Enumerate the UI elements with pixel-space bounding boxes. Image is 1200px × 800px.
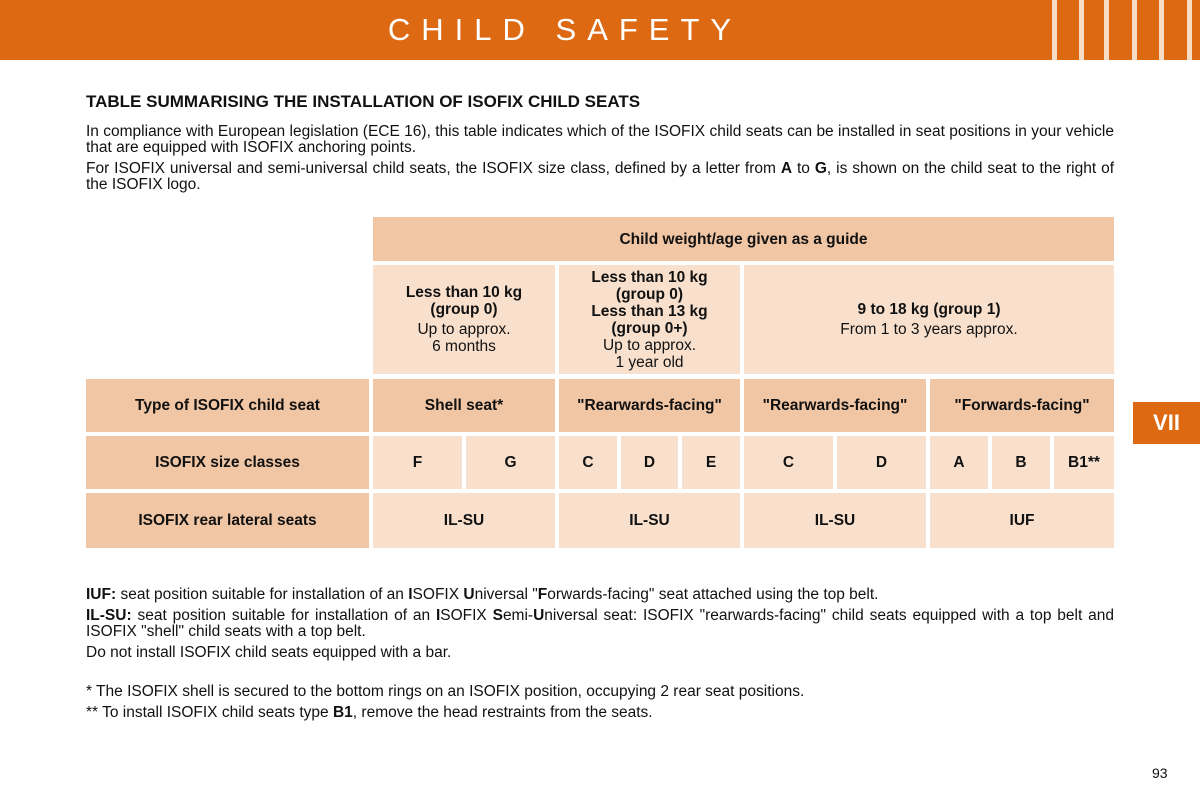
guide-header-cell: Child weight/age given as a guide [373, 217, 1114, 261]
footnote-1: * The ISOFIX shell is secured to the bottom rings on an ISOFIX position, occupying 2 rear seat positions. [86, 683, 805, 700]
group-cell-1: Less than 10 kg (group 0) Less than 13 kg (group 0+) Up to approx. 1 year old [559, 265, 740, 374]
size-cell: D [837, 436, 926, 489]
size-cell: B1** [1054, 436, 1114, 489]
size-cell: G [466, 436, 555, 489]
section-heading: TABLE SUMMARISING THE INSTALLATION OF ISOFIX CHILD SEATS [86, 92, 641, 111]
size-cell: A [930, 436, 988, 489]
note-ilsu: IL-SU: seat position suitable for installation of an ISOFIX Semi-Universal seat: ISOFIX "rearwards-facing" child seats equipped with a top belt and ISOFIX "shell" child seats with a top belt. [86, 607, 1114, 640]
page-number: 93 [1152, 765, 1168, 781]
lateral-cell: IUF [930, 493, 1114, 548]
type-cell: "Rearwards-facing" [559, 379, 740, 432]
page-header [0, 0, 1200, 60]
lateral-cell: IL-SU [373, 493, 555, 548]
chapter-tab: VII [1133, 402, 1200, 444]
row-label-lateral: ISOFIX rear lateral seats [86, 493, 369, 548]
row-label-size: ISOFIX size classes [86, 436, 369, 489]
size-cell: F [373, 436, 462, 489]
note-no-bar: Do not install ISOFIX child seats equipped with a bar. [86, 644, 452, 661]
footnote-2: ** To install ISOFIX child seats type B1, remove the head restraints from the seats. [86, 704, 653, 721]
type-cell: "Forwards-facing" [930, 379, 1114, 432]
lateral-cell: IL-SU [744, 493, 926, 548]
size-cell: C [559, 436, 617, 489]
intro-paragraph-1: In compliance with European legislation (ECE 16), this table indicates which of the ISOFIX child seats can be installed in seat positions in your vehicle that are equipped with ISOFIX anchoring points. [86, 123, 1114, 156]
size-cell: B [992, 436, 1050, 489]
size-cell: D [621, 436, 678, 489]
size-cell: E [682, 436, 740, 489]
chapter-title: CHILD SAFETY [387, 12, 743, 47]
group-cell-0: Less than 10 kg (group 0) Up to approx. 6 months [373, 265, 555, 374]
type-cell: "Rearwards-facing" [744, 379, 926, 432]
row-label-type: Type of ISOFIX child seat [86, 379, 369, 432]
note-iuf: IUF: seat position suitable for installation of an ISOFIX Universal "Forwards-facing" seat attached using the top belt. [86, 586, 879, 603]
lateral-cell: IL-SU [559, 493, 740, 548]
intro-paragraph-2: For ISOFIX universal and semi-universal child seats, the ISOFIX size class, defined by a letter from A to G, is shown on the child seat to the right of the ISOFIX logo. [86, 160, 1115, 193]
size-cell: C [744, 436, 833, 489]
group-cell-2: 9 to 18 kg (group 1) From 1 to 3 years approx. [744, 265, 1114, 374]
type-cell: Shell seat* [373, 379, 555, 432]
